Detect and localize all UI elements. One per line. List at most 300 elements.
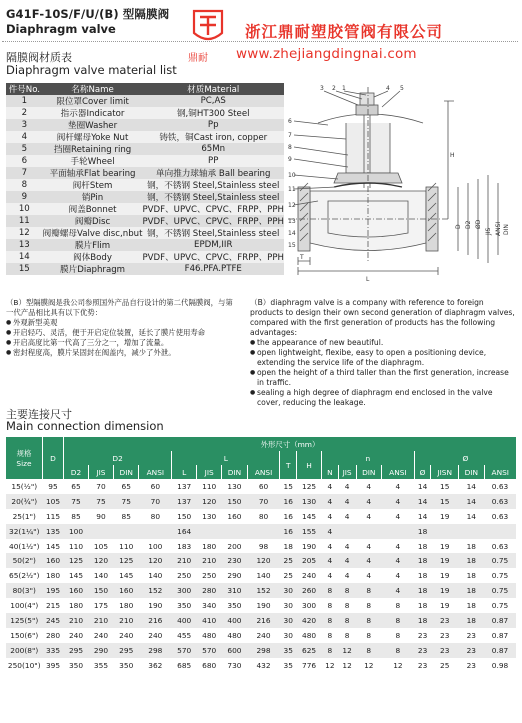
material-part-name: 阀瓣螺母Valve disc,nbut xyxy=(42,229,143,239)
material-row xyxy=(6,203,284,215)
dimension-cell: 85 xyxy=(113,509,139,524)
dimension-cell xyxy=(139,524,172,539)
dimension-cell: 310 xyxy=(222,583,248,598)
col-t: T xyxy=(280,451,297,479)
dimension-cell xyxy=(484,524,516,539)
dimension-cell: 18 xyxy=(414,539,431,554)
dimension-cell: 23 xyxy=(414,658,431,673)
dimension-cell: 23 xyxy=(414,643,431,658)
dimension-cell: 60 xyxy=(139,479,172,494)
dimension-size-cell: 150(6") xyxy=(6,628,43,643)
material-row xyxy=(6,119,284,131)
dimension-cell: 230 xyxy=(222,553,248,568)
description-bullet: ● sealing a high degree of diaphragm end enclosed in the valve cover, reducing the leakage. xyxy=(250,388,516,408)
material-part-material: 钢，不锈钢 Steel,Stainless steel xyxy=(142,227,284,239)
dimension-cell: 14 xyxy=(414,494,431,509)
dimension-cell: 216 xyxy=(139,613,172,628)
dimension-cell: 23 xyxy=(431,613,459,628)
material-row xyxy=(6,167,284,179)
dimension-cell: 4 xyxy=(338,509,356,524)
dimension-cell: 14 xyxy=(414,479,431,494)
dimension-cell: 298 xyxy=(247,643,280,658)
dimension-cell: 16 xyxy=(280,494,297,509)
description-bullet: ● the appearance of new beautiful. xyxy=(250,338,516,348)
material-row xyxy=(6,239,284,251)
material-part-name: 指示器Indicator xyxy=(43,107,143,119)
dimension-cell: 14 xyxy=(459,494,485,509)
dim-h-label: H xyxy=(450,152,455,159)
dimension-cell: 160 xyxy=(113,583,139,598)
material-part-material: PC,AS xyxy=(142,95,284,107)
subcol-d2-2: DIN xyxy=(113,465,139,479)
dimension-cell: 0.75 xyxy=(484,598,516,613)
material-row xyxy=(6,131,284,143)
dimension-size-cell: 65(2½") xyxy=(6,568,43,583)
dimension-cell: 480 xyxy=(297,628,322,643)
material-part-name: 挡圈Retaining ring xyxy=(43,143,143,155)
dimension-cell: 300 xyxy=(172,583,197,598)
callout-11: 11 xyxy=(288,186,296,193)
material-part-material: 65Mn xyxy=(142,143,284,155)
dimension-cell: 4 xyxy=(322,479,339,494)
dimension-row xyxy=(6,479,516,494)
dimension-cell: 298 xyxy=(139,643,172,658)
subcol-phi-3: ANSI xyxy=(484,465,516,479)
dimension-cell: 8 xyxy=(322,643,339,658)
col-d: D xyxy=(43,437,64,479)
dimension-cell: 145 xyxy=(297,509,322,524)
dimension-cell: 240 xyxy=(139,628,172,643)
callout-2: 2 xyxy=(332,85,336,92)
dimension-cell: 8 xyxy=(322,598,339,613)
dimension-cell: 30 xyxy=(280,613,297,628)
dimension-size-cell: 40(1½") xyxy=(6,539,43,554)
dimension-cell: 23 xyxy=(459,658,485,673)
dimension-cell: 400 xyxy=(172,613,197,628)
subcol-l-1: JIS xyxy=(197,465,222,479)
dimension-cell: 4 xyxy=(338,539,356,554)
dimension-table xyxy=(6,437,516,673)
material-part-material: F46.PFA.PTFE xyxy=(142,263,284,275)
material-row xyxy=(6,143,284,155)
material-part-material: PVDF、UPVC、CPVC、FRPP、PPH xyxy=(142,253,284,263)
dimension-cell: 110 xyxy=(64,539,89,554)
material-part-material: 单向推力球轴承 Ball bearing xyxy=(142,167,284,179)
dim-jis-label: JIS xyxy=(485,227,492,235)
subcol-d2-3: ANSI xyxy=(139,465,172,479)
dimension-size-cell: 20(¾") xyxy=(6,494,43,509)
dimension-cell: 350 xyxy=(113,658,139,673)
dimension-size-cell: 80(3") xyxy=(6,583,43,598)
subcol-n-1: JIS xyxy=(338,465,356,479)
description-bullet: ● 密封程度高，膜片呆固封在阀盖内，减少了外泄。 xyxy=(6,348,240,358)
dimension-cell: 12 xyxy=(338,658,356,673)
dimension-cell: 70 xyxy=(88,479,113,494)
dimension-cell: 0.75 xyxy=(484,583,516,598)
dimension-cell: 4 xyxy=(382,494,415,509)
dimension-cell: 30 xyxy=(280,628,297,643)
subcol-l-3: ANSI xyxy=(247,465,280,479)
material-part-no: 15 xyxy=(6,263,43,275)
dimension-size-cell: 32(1¼") xyxy=(6,524,43,539)
dimension-cell xyxy=(459,524,485,539)
dimension-cell xyxy=(113,524,139,539)
dimension-cell: 18 xyxy=(414,568,431,583)
dimension-cell: 35 xyxy=(280,658,297,673)
dimension-cell: 8 xyxy=(382,628,415,643)
page-title: G41F-10S/F/U/(B) 型隔膜阀 xyxy=(6,7,170,21)
dimension-cell: 80 xyxy=(139,509,172,524)
dim-din-label: DIN xyxy=(503,224,510,235)
dimension-cell: 4 xyxy=(322,568,339,583)
material-table xyxy=(6,83,284,275)
material-row xyxy=(6,155,284,167)
dimension-cell xyxy=(338,524,356,539)
dimension-cell: 100 xyxy=(139,539,172,554)
dimension-cell: 4 xyxy=(322,524,339,539)
dimension-cell: 215 xyxy=(43,598,64,613)
dimension-cell: 23 xyxy=(459,643,485,658)
material-table-header xyxy=(6,83,284,95)
dimension-cell: 730 xyxy=(222,658,248,673)
dimension-cell: 18 xyxy=(414,598,431,613)
material-row xyxy=(6,107,284,119)
dimension-cell: 240 xyxy=(113,628,139,643)
dimension-cell: 8 xyxy=(356,598,382,613)
dimension-cell: 570 xyxy=(197,643,222,658)
dimension-cell: 160 xyxy=(222,509,248,524)
dimension-cell: 70 xyxy=(247,494,280,509)
dimension-cell: 18 xyxy=(459,553,485,568)
connection-title-cn: 主要连接尺寸 xyxy=(6,408,72,421)
dimension-row xyxy=(6,658,516,673)
dimension-cell: 0.98 xyxy=(484,658,516,673)
dimension-cell: 18 xyxy=(459,613,485,628)
dimension-cell: 180 xyxy=(43,568,64,583)
material-part-name: 垫圈Washer xyxy=(43,119,143,131)
material-part-no: 6 xyxy=(6,155,43,167)
dimension-cell: 8 xyxy=(356,613,382,628)
dimension-cell: 15 xyxy=(280,479,297,494)
dimension-cell: 18 xyxy=(414,524,431,539)
callout-6: 6 xyxy=(288,118,292,125)
dimension-cell: 12 xyxy=(382,658,415,673)
company-logo xyxy=(186,5,230,67)
dimension-cell: 25 xyxy=(280,553,297,568)
dim-od-label: ØD xyxy=(475,219,482,229)
dimension-size-cell: 25(1") xyxy=(6,509,43,524)
dimension-cell: 245 xyxy=(43,613,64,628)
dimension-cell: 115 xyxy=(43,509,64,524)
dimension-cell: 0.63 xyxy=(484,509,516,524)
dimension-size-cell: 15(½") xyxy=(6,479,43,494)
callout-4: 4 xyxy=(386,85,390,92)
material-part-material: 钢,铜HT300 Steel xyxy=(142,107,284,119)
callout-5: 5 xyxy=(400,85,404,92)
col-l-group: L xyxy=(172,451,280,465)
dimension-cell: 23 xyxy=(431,643,459,658)
material-row xyxy=(6,251,284,263)
dimension-cell: 0.75 xyxy=(484,553,516,568)
dimension-size-cell: 125(5") xyxy=(6,613,43,628)
dimension-cell: 35 xyxy=(280,643,297,658)
dimension-cell: 0.87 xyxy=(484,643,516,658)
dimension-cell: 4 xyxy=(322,509,339,524)
col-size: 规格 Size xyxy=(6,437,43,479)
material-part-no: 1 xyxy=(6,95,43,107)
col-material: 材质Material xyxy=(142,83,284,95)
dimension-cell: 23 xyxy=(459,628,485,643)
material-part-name: 膜片Diaphragm xyxy=(43,263,143,275)
dimension-size-cell: 50(2") xyxy=(6,553,43,568)
col-h: H xyxy=(297,451,322,479)
valve-cross-section-drawing xyxy=(288,83,518,293)
description-en xyxy=(250,298,516,408)
col-d2-group: D2 xyxy=(64,451,172,465)
dimension-cell: 290 xyxy=(222,568,248,583)
dimension-cell: 145 xyxy=(113,568,139,583)
dimension-cell: 18 xyxy=(414,613,431,628)
dim-d-label: D xyxy=(455,224,462,229)
group-header: 外形尺寸（mm） xyxy=(64,437,517,451)
material-row xyxy=(6,191,284,203)
dimension-cell: 250 xyxy=(172,568,197,583)
dimension-row xyxy=(6,524,516,539)
dimension-cell: 625 xyxy=(297,643,322,658)
subcol-phi-2: DIN xyxy=(459,465,485,479)
dimension-cell xyxy=(222,524,248,539)
dimension-cell: 350 xyxy=(172,598,197,613)
dimension-cell: 135 xyxy=(43,524,64,539)
dimension-cell: 180 xyxy=(113,598,139,613)
dimension-cell: 480 xyxy=(222,628,248,643)
dimension-cell: 14 xyxy=(459,479,485,494)
dimension-cell: 98 xyxy=(247,539,280,554)
description-bullet: ● open lightweight, flexibe, easy to open a positioning device, extending the service life of the diaphragm. xyxy=(250,348,516,368)
dimension-cell: 200 xyxy=(222,539,248,554)
dimension-cell: 210 xyxy=(172,553,197,568)
dimension-cell: 4 xyxy=(356,568,382,583)
connection-title-en: Main connection dimension xyxy=(6,419,164,433)
subcol-d2-0: D2 xyxy=(64,465,89,479)
company-website[interactable]: www.zhejiangdingnai.com xyxy=(236,46,417,62)
dimension-cell: 125 xyxy=(64,553,89,568)
dimension-cell: 15 xyxy=(431,494,459,509)
dimension-cell: 140 xyxy=(139,568,172,583)
dimension-cell: 19 xyxy=(431,553,459,568)
dimension-cell: 0.63 xyxy=(484,479,516,494)
dimension-cell xyxy=(197,524,222,539)
dimension-cell: 8 xyxy=(338,583,356,598)
dimension-cell: 4 xyxy=(382,479,415,494)
dimension-cell: 295 xyxy=(113,643,139,658)
dimension-row xyxy=(6,494,516,509)
col-name: 名称Name xyxy=(43,83,143,95)
dimension-cell: 350 xyxy=(222,598,248,613)
dimension-cell: 8 xyxy=(322,628,339,643)
callout-9: 9 xyxy=(288,156,292,163)
subcol-l-2: DIN xyxy=(222,465,248,479)
dimension-cell: 18 xyxy=(414,553,431,568)
material-part-no: 13 xyxy=(6,239,43,251)
dimension-cell: 190 xyxy=(247,598,280,613)
dimension-cell: 145 xyxy=(43,539,64,554)
dimension-row xyxy=(6,539,516,554)
dimension-cell: 8 xyxy=(382,613,415,628)
callout-15: 15 xyxy=(288,242,296,249)
dimension-cell: 80 xyxy=(247,509,280,524)
dimension-size-cell: 250(10") xyxy=(6,658,43,673)
material-part-material: PVDF、UPVC、CPVC、FRPP、PPH xyxy=(142,217,284,227)
dimension-cell: 4 xyxy=(338,553,356,568)
dimension-cell: 85 xyxy=(64,509,89,524)
dimension-cell: 240 xyxy=(247,628,280,643)
description-en-intro: （B）diaphragm valve is a company with reference to foreign products to design their own second generation of diaphragm valves, compared with the first generation of products has the following advantages: xyxy=(250,298,515,337)
dimension-cell: 19 xyxy=(431,539,459,554)
dimension-cell: 4 xyxy=(356,553,382,568)
dimension-cell: 260 xyxy=(297,583,322,598)
material-part-name: 销Pin xyxy=(43,191,143,203)
dimension-cell: 15 xyxy=(431,479,459,494)
dimension-cell: 4 xyxy=(356,539,382,554)
dimension-cell: 160 xyxy=(64,583,89,598)
dimension-cell: 8 xyxy=(322,613,339,628)
dimension-cell: 30 xyxy=(280,583,297,598)
material-part-no: 11 xyxy=(6,215,43,227)
callout-1: 1 xyxy=(342,85,346,92)
dimension-cell: 12 xyxy=(356,658,382,673)
dimension-cell: 8 xyxy=(382,598,415,613)
material-part-name: 膜片Flim xyxy=(43,239,143,251)
dimension-cell: 4 xyxy=(322,494,339,509)
dimension-cell: 4 xyxy=(338,568,356,583)
dimension-cell: 0.63 xyxy=(484,539,516,554)
dimension-cell: 16 xyxy=(280,524,297,539)
subcol-l-0: L xyxy=(172,465,197,479)
material-part-no: 14 xyxy=(6,251,43,263)
dimension-cell: 216 xyxy=(247,613,280,628)
dimension-cell: 25 xyxy=(280,568,297,583)
dimension-cell: 12 xyxy=(338,643,356,658)
col-part-no: 件号No. xyxy=(6,83,43,95)
material-part-material: PVDF、UPVC、CPVC、FRPP、PPH xyxy=(142,205,284,215)
dimension-cell: 110 xyxy=(113,539,139,554)
subcol-n-2: DIN xyxy=(356,465,382,479)
dimension-cell: 250 xyxy=(197,568,222,583)
callout-10: 10 xyxy=(288,172,296,179)
dimension-cell: 420 xyxy=(297,613,322,628)
dimension-cell: 120 xyxy=(247,553,280,568)
callout-12: 12 xyxy=(288,202,296,209)
dimension-cell: 152 xyxy=(247,583,280,598)
material-row xyxy=(6,227,284,239)
description-cn xyxy=(6,298,240,358)
dimension-size-cell: 100(4") xyxy=(6,598,43,613)
dimension-cell: 600 xyxy=(222,643,248,658)
dimension-cell xyxy=(431,524,459,539)
dimension-cell: 137 xyxy=(172,479,197,494)
dimension-cell: 14 xyxy=(459,509,485,524)
dim-ansi-label: ANSI xyxy=(495,221,502,236)
dimension-row xyxy=(6,509,516,524)
dimension-cell: 18 xyxy=(459,583,485,598)
dimension-cell: 350 xyxy=(64,658,89,673)
dimension-cell: 175 xyxy=(88,598,113,613)
description-cn-bullets xyxy=(6,318,240,358)
dimension-cell: 570 xyxy=(172,643,197,658)
dimension-cell: 90 xyxy=(88,509,113,524)
dimension-cell: 16 xyxy=(280,509,297,524)
material-part-no: 4 xyxy=(6,131,43,143)
dimension-cell: 455 xyxy=(172,628,197,643)
dimension-cell: 195 xyxy=(43,583,64,598)
material-part-material: 钢，不锈钢 Steel,Stainless steel xyxy=(142,191,284,203)
material-part-material: EPDM,IIR xyxy=(142,239,284,251)
dimension-row xyxy=(6,568,516,583)
dimension-cell: 395 xyxy=(43,658,64,673)
dimension-cell: 150 xyxy=(222,494,248,509)
dimension-cell: 150 xyxy=(88,583,113,598)
dimension-cell: 120 xyxy=(197,494,222,509)
dimension-cell: 120 xyxy=(88,553,113,568)
dimension-cell: 12 xyxy=(322,658,339,673)
dimension-cell: 125 xyxy=(113,553,139,568)
dimension-cell: 95 xyxy=(43,479,64,494)
dimension-row xyxy=(6,598,516,613)
material-part-no: 3 xyxy=(6,119,43,131)
dimension-row xyxy=(6,583,516,598)
dimension-cell: 362 xyxy=(139,658,172,673)
material-part-no: 10 xyxy=(6,203,43,215)
page-subtitle: Diaphragm valve xyxy=(6,22,116,36)
material-part-name: 阀瓣Disc xyxy=(43,215,143,227)
dimension-cell: 14 xyxy=(414,509,431,524)
dimension-row xyxy=(6,643,516,658)
dimension-cell: 18 xyxy=(459,598,485,613)
dimension-cell xyxy=(88,524,113,539)
dimension-cell: 110 xyxy=(197,479,222,494)
description-en-bullets xyxy=(250,338,516,408)
dimension-cell: 4 xyxy=(382,539,415,554)
material-part-material: 钢，不锈钢 Steel,Stainless steel xyxy=(142,179,284,191)
material-row xyxy=(6,95,284,107)
dimension-cell: 8 xyxy=(356,628,382,643)
dimension-cell: 295 xyxy=(64,643,89,658)
dimension-cell: 130 xyxy=(197,509,222,524)
dimension-cell: 130 xyxy=(297,494,322,509)
dimension-cell: 125 xyxy=(297,479,322,494)
material-part-name: 限位罩Cover limit xyxy=(43,95,143,107)
dimension-cell: 18 xyxy=(459,568,485,583)
dimension-cell: 155 xyxy=(297,524,322,539)
dimension-cell: 152 xyxy=(139,583,172,598)
dim-l-label: L xyxy=(366,276,370,283)
material-part-name: 阀杆Stem xyxy=(43,179,143,191)
material-part-no: 8 xyxy=(6,179,43,191)
dimension-cell: 4 xyxy=(322,539,339,554)
dimension-cell: 0.75 xyxy=(484,568,516,583)
dimension-cell: 776 xyxy=(297,658,322,673)
description-bullet: ● 开启高度比第一代高了三分之一，增加了流量。 xyxy=(6,338,240,348)
logo-text: 鼎耐 xyxy=(188,53,208,64)
dimension-cell: 8 xyxy=(356,643,382,658)
material-part-material: PP xyxy=(142,155,284,167)
subcol-phi-1: JISN xyxy=(431,465,459,479)
dimension-cell: 0.63 xyxy=(484,494,516,509)
dimension-cell: 4 xyxy=(356,479,382,494)
material-part-name: 阀杆螺母Yoke Nut xyxy=(43,131,143,143)
dim-t-label: T xyxy=(300,254,304,261)
